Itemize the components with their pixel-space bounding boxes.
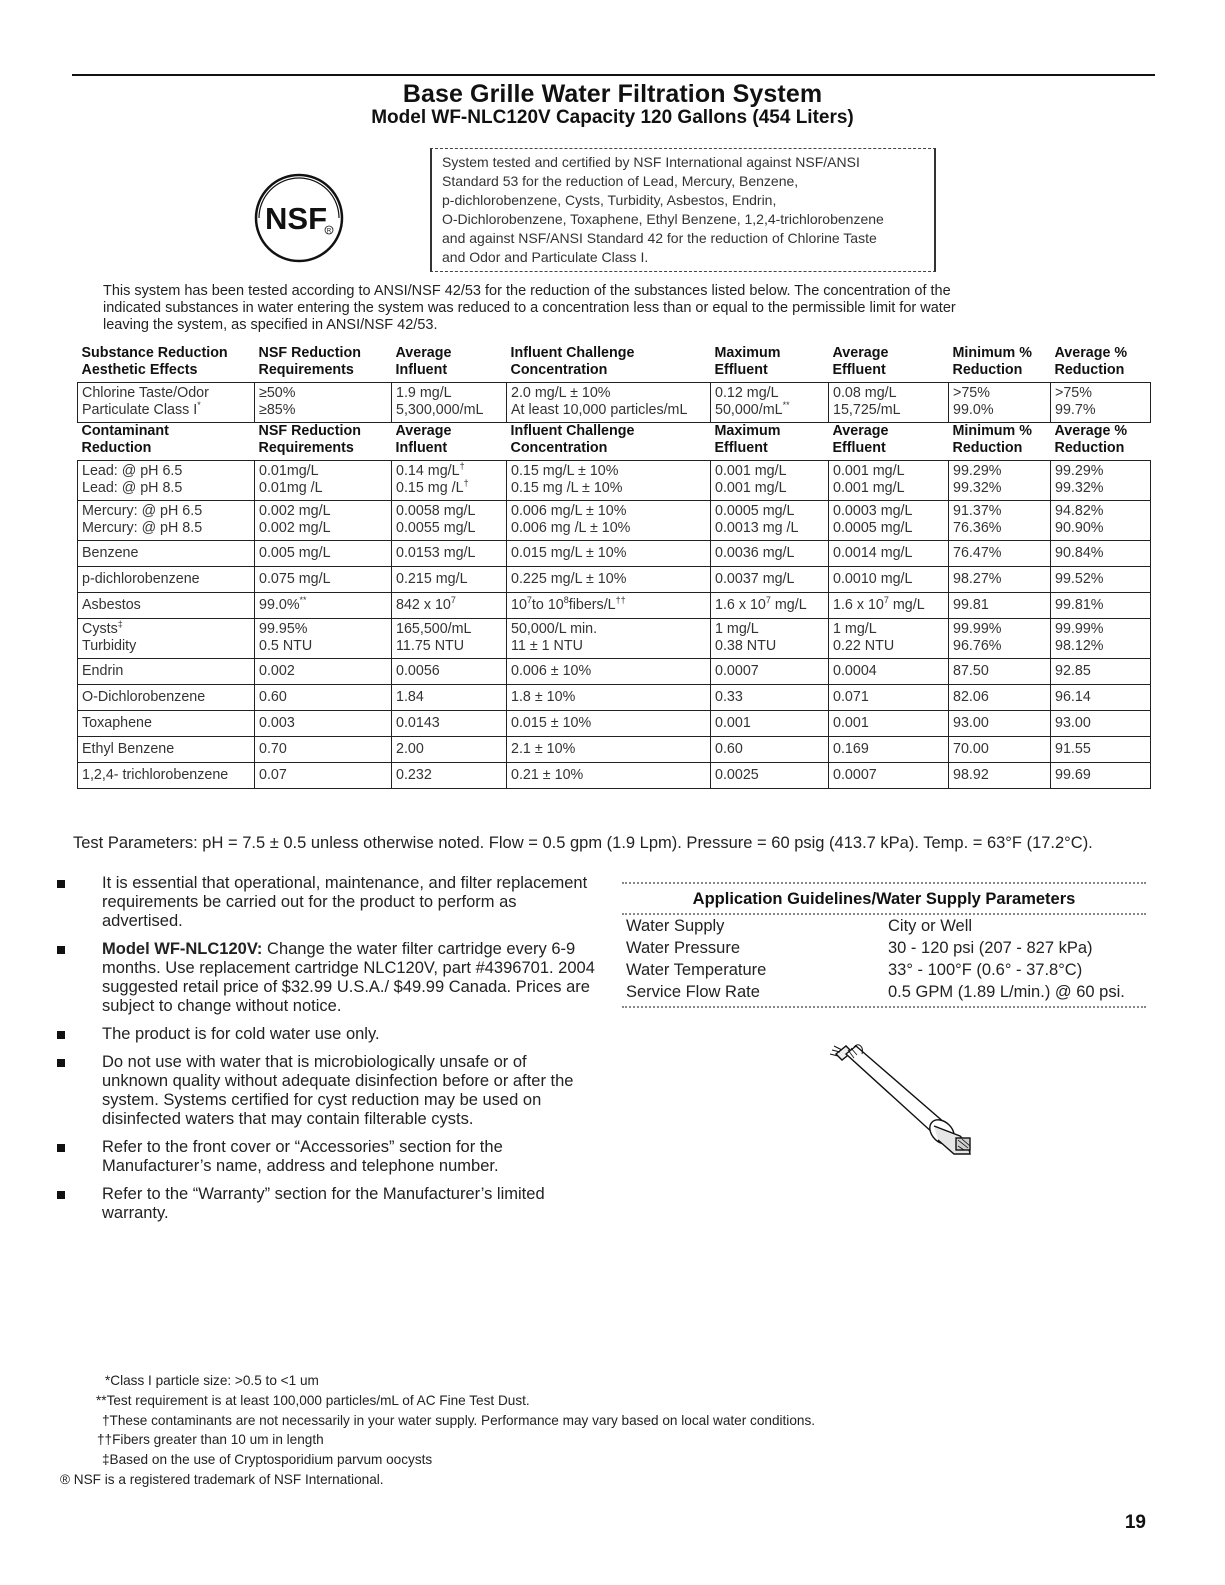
table-cell: Endrin (78, 659, 255, 685)
table-cell: 0.0003 mg/L 0.0005 mg/L (829, 501, 949, 541)
list-item: Refer to the front cover or “Accessories” section for the Manufacturer’s name, address and telephone number. (56, 1138, 596, 1176)
table-cell: 0.70 (255, 737, 392, 763)
intro-line: indicated substances in water entering the system was reduced to a concentration less than or equal to the permissible limit for water (103, 300, 956, 316)
table-cell: 0.015 mg/L ± 10% (507, 541, 711, 567)
table-row (78, 593, 1151, 619)
parameter-name: Water Supply (626, 917, 725, 935)
table-cell: Asbestos (78, 593, 255, 619)
table-cell: 94.82% 90.90% (1051, 501, 1151, 541)
page-title: Base Grille Water Filtration System (402, 80, 823, 108)
column-header: Minimum % Reduction (952, 345, 1032, 378)
column-header: Average Influent (395, 423, 452, 456)
table-cell: 0.015 ± 10% (507, 711, 711, 737)
table-cell: 0.001 mg/L 0.001 mg/L (829, 461, 949, 501)
column-header: Contaminant Reduction (81, 423, 169, 456)
table-row (78, 659, 1151, 685)
table-cell: 99.29% 99.32% (949, 461, 1051, 501)
table-cell: ≥50% ≥85% (255, 383, 392, 423)
intro-paragraph (103, 283, 1148, 334)
table-cell: 0.21 ± 10% (507, 763, 711, 789)
nsf-logo-text: NSF (265, 201, 327, 236)
test-parameters: Test Parameters: pH = 7.5 ± 0.5 unless otherwise noted. Flow = 0.5 gpm (1.9 Lpm). Pressure = 60 psig (413.7 kPa). Temp. = 63°F (17.2°C). (73, 834, 1093, 852)
table-cell: 99.52% (1051, 567, 1151, 593)
model-label: Model WF-NLC120V: (102, 940, 263, 958)
column-header: Influent Challenge Concentration (510, 423, 635, 456)
table-cell: 0.0007 (711, 659, 829, 685)
table-cell: 0.07 (255, 763, 392, 789)
reduction-table (77, 345, 1151, 789)
nsf-logo-icon (253, 172, 345, 264)
table-cell: Lead: @ pH 6.5 Lead: @ pH 8.5 (78, 461, 255, 501)
table-row (78, 461, 1151, 501)
replacement-note: Change the water filter cartridge every 6-9 months. Use replacement cartridge NLC120V, part #4396701. 2004 suggested retail price of $32.99 U.S.A./ $49.99 Canada. Prices are subject to change without notice. (102, 940, 595, 1015)
table-cell: >75% 99.0% (949, 383, 1051, 423)
parameter-row (622, 937, 1146, 959)
table-row (78, 619, 1151, 659)
footnote: †These contaminants are not necessarily in your water supply. Performance may vary based on local water conditions. (102, 1412, 816, 1428)
table-row (78, 501, 1151, 541)
table-cell: 2.00 (392, 737, 507, 763)
certification-line: and Odor and Particulate Class I. (442, 249, 649, 265)
column-header: Average Influent (395, 345, 452, 378)
table-cell: 2.0 mg/L ± 10% At least 10,000 particles/mL (507, 383, 711, 423)
table-cell: 99.81% (1051, 593, 1151, 619)
table-cell: 87.50 (949, 659, 1051, 685)
table-cell: 82.06 (949, 685, 1051, 711)
table-row (78, 541, 1151, 567)
table-cell: 99.99% 98.12% (1051, 619, 1151, 659)
table-cell: 98.92 (949, 763, 1051, 789)
intro-line: leaving the system, as specified in ANSI/NSF 42/53. (103, 317, 438, 333)
table-cell: 0.0143 (392, 711, 507, 737)
parameter-name: Water Temperature (626, 961, 767, 979)
table-cell: 91.37% 76.36% (949, 501, 1051, 541)
parameter-name: Service Flow Rate (626, 983, 760, 1001)
table-cell: 0.071 (829, 685, 949, 711)
table-cell: Mercury: @ pH 6.5 Mercury: @ pH 8.5 (78, 501, 255, 541)
table-cell: 0.0058 mg/L 0.0055 mg/L (392, 501, 507, 541)
table-cell: 0.001 (829, 711, 949, 737)
parameter-value: 33° - 100°F (0.6° - 37.8°C) (888, 961, 1083, 979)
table-cell: 0.215 mg/L (392, 567, 507, 593)
column-header: Maximum Effluent (714, 345, 781, 378)
table-row (78, 711, 1151, 737)
table-cell: 0.12 mg/L 50,000/mL** (711, 383, 829, 423)
table-cell: 0.0005 mg/L 0.0013 mg /L (711, 501, 829, 541)
table-cell: 90.84% (1051, 541, 1151, 567)
column-header: NSF Reduction Requirements (258, 423, 361, 456)
list-item: It is essential that operational, maintenance, and filter replacement requirements be carried out for the product to perform as advertised. (56, 874, 596, 931)
table-cell: O-Dichlorobenzene (78, 685, 255, 711)
table-cell: 0.0153 mg/L (392, 541, 507, 567)
list-item: Refer to the “Warranty” section for the Manufacturer’s limited warranty. (56, 1185, 596, 1223)
table-cell: 93.00 (1051, 711, 1151, 737)
table-cell: Chlorine Taste/Odor Particulate Class I* (78, 383, 255, 423)
table-cell: 91.55 (1051, 737, 1151, 763)
parameter-name: Water Pressure (626, 939, 741, 957)
table-cell: 0.0036 mg/L (711, 541, 829, 567)
intro-line: This system has been tested according to ANSI/NSF 42/53 for the reduction of the substances listed below. The concentration of the (103, 283, 951, 299)
table-row (78, 763, 1151, 789)
column-header: Substance Reduction Aesthetic Effects (81, 345, 228, 378)
table-cell: 96.14 (1051, 685, 1151, 711)
footnote: **Test requirement is at least 100,000 particles/mL of AC Fine Test Dust. (96, 1392, 530, 1408)
table-cell: 99.81 (949, 593, 1051, 619)
table-cell: 0.60 (255, 685, 392, 711)
table-cell: 0.006 mg/L ± 10% 0.006 mg /L ± 10% (507, 501, 711, 541)
table-cell: 0.0007 (829, 763, 949, 789)
notes-list (56, 874, 596, 1232)
table-cell: 0.075 mg/L (255, 567, 392, 593)
table-cell: $10^7to$ $10^8fibers/L^{\dagger\dagger}$ (507, 593, 711, 619)
parameter-row (622, 981, 1146, 1003)
divider (622, 1006, 1146, 1008)
table-header-contaminant (78, 423, 1151, 461)
nsf-certification-box (430, 148, 936, 272)
parameter-value: 30 - 120 psi (207 - 827 kPa) (888, 939, 1093, 957)
table-cell: 0.003 (255, 711, 392, 737)
table-cell: Toxaphene (78, 711, 255, 737)
parameter-row (622, 959, 1146, 981)
table-cell: >75% 99.7% (1051, 383, 1151, 423)
svg-text:R: R (326, 228, 332, 235)
table-cell: 1 mg/L 0.38 NTU (711, 619, 829, 659)
list-item: The product is for cold water use only. (56, 1025, 596, 1044)
footnotes (60, 1371, 1060, 1490)
table-cell: 0.0004 (829, 659, 949, 685)
table-cell: 99.0%** (255, 593, 392, 619)
parameter-value: 0.5 GPM (1.89 L/min.) @ 60 psi. (888, 983, 1125, 1001)
table-cell: 0.08 mg/L 15,725/mL (829, 383, 949, 423)
page-subtitle: Model WF-NLC120V Capacity 120 Gallons (454 Liters) (371, 107, 854, 128)
table-cell: 1.9 mg/L 5,300,000/mL (392, 383, 507, 423)
table-cell: 1,2,4- trichlorobenzene (78, 763, 255, 789)
application-guidelines-panel (622, 882, 1146, 1008)
table-cell: 0.0025 (711, 763, 829, 789)
column-header: Minimum % Reduction (952, 423, 1032, 456)
table-cell: 0.005 mg/L (255, 541, 392, 567)
table-cell: 0.0010 mg/L (829, 567, 949, 593)
table-cell: 70.00 (949, 737, 1051, 763)
table-cell: 0.232 (392, 763, 507, 789)
table-cell: 0.14 mg/L† 0.15 mg /L† (392, 461, 507, 501)
table-cell: 0.01mg/L 0.01mg /L (255, 461, 392, 501)
column-header: NSF Reduction Requirements (258, 345, 361, 378)
table-cell: 0.60 (711, 737, 829, 763)
table-row (78, 685, 1151, 711)
table-cell: 0.002 (255, 659, 392, 685)
table-cell: Benzene (78, 541, 255, 567)
table-cell: 1.8 ± 10% (507, 685, 711, 711)
table-cell: 99.29% 99.32% (1051, 461, 1151, 501)
table-cell: 99.69 (1051, 763, 1151, 789)
footnote: *Class I particle size: >0.5 to <1 um (105, 1373, 319, 1388)
table-cell: 2.1 ± 10% (507, 737, 711, 763)
certification-line: p-dichlorobenzene, Cysts, Turbidity, Asbestos, Endrin, (442, 192, 777, 208)
table-cell: 98.27% (949, 567, 1051, 593)
page-number: 19 (1124, 1512, 1146, 1533)
table-cell: 0.0056 (392, 659, 507, 685)
list-item (56, 940, 596, 1016)
table-cell: Cysts‡ Turbidity (78, 619, 255, 659)
parameter-row (622, 915, 1146, 937)
table-cell: 92.85 (1051, 659, 1151, 685)
table-row (78, 567, 1151, 593)
certification-line: and against NSF/ANSI Standard 42 for the reduction of Chlorine Taste (442, 230, 877, 246)
table-cell: 0.33 (711, 685, 829, 711)
table-cell: 0.225 mg/L ± 10% (507, 567, 711, 593)
certification-line: System tested and certified by NSF International against NSF/ANSI (442, 154, 860, 170)
table-cell: 1 mg/L 0.22 NTU (829, 619, 949, 659)
footnote: ††Fibers greater than 10 um in length (97, 1432, 324, 1448)
table-cell: 1.84 (392, 685, 507, 711)
table-cell: 0.002 mg/L 0.002 mg/L (255, 501, 392, 541)
table-cell: 0.15 mg/L ± 10% 0.15 mg /L ± 10% (507, 461, 711, 501)
table-cell: 0.001 (711, 711, 829, 737)
column-header: Maximum Effluent (714, 423, 781, 456)
column-header: Average Effluent (832, 423, 889, 456)
table-cell: 0.0014 mg/L (829, 541, 949, 567)
column-header: Average % Reduction (1054, 345, 1128, 378)
table-cell: 99.99% 96.76% (949, 619, 1051, 659)
footnote: ‡Based on the use of Cryptosporidium parvum oocysts (102, 1452, 433, 1468)
table-cell: 99.95% 0.5 NTU (255, 619, 392, 659)
table-cell: 93.00 (949, 711, 1051, 737)
table-row (78, 737, 1151, 763)
table-cell: 842 x $10^7$ (392, 593, 507, 619)
table-row (78, 383, 1151, 423)
application-title: Application Guidelines/Water Supply Parameters (692, 890, 1076, 908)
certification-line: Standard 53 for the reduction of Lead, Mercury, Benzene, (442, 173, 799, 189)
table-cell: 1.6 x $10^7$ mg/L (829, 593, 949, 619)
table-cell: p-dichlorobenzene (78, 567, 255, 593)
table-cell: 76.47% (949, 541, 1051, 567)
table-cell: 0.0037 mg/L (711, 567, 829, 593)
table-cell: 1.6 x $10^7$ mg/L (711, 593, 829, 619)
top-rule (72, 74, 1155, 76)
column-header: Average Effluent (832, 345, 889, 378)
table-cell: 165,500/mL 11.75 NTU (392, 619, 507, 659)
filter-cartridge-icon (818, 1040, 978, 1160)
footnote: ® NSF is a registered trademark of NSF International. (60, 1471, 384, 1487)
table-cell: 0.169 (829, 737, 949, 763)
table-cell: Ethyl Benzene (78, 737, 255, 763)
column-header: Influent Challenge Concentration (510, 345, 635, 378)
parameter-value: City or Well (888, 917, 973, 935)
certification-line: O-Dichlorobenzene, Toxaphene, Ethyl Benzene, 1,2,4-trichlorobenzene (442, 211, 884, 227)
table-cell: 0.001 mg/L 0.001 mg/L (711, 461, 829, 501)
list-item: Do not use with water that is microbiologically unsafe or of unknown quality without adequate disinfection before or after the system. Systems certified for cyst reduction may be used on disinfected waters that may contain filterable cysts. (56, 1053, 596, 1129)
table-cell: 0.006 ± 10% (507, 659, 711, 685)
column-header: Average % Reduction (1054, 423, 1128, 456)
table-cell: 50,000/L min. 11 ± 1 NTU (507, 619, 711, 659)
table-header-aesthetic (78, 345, 1151, 383)
